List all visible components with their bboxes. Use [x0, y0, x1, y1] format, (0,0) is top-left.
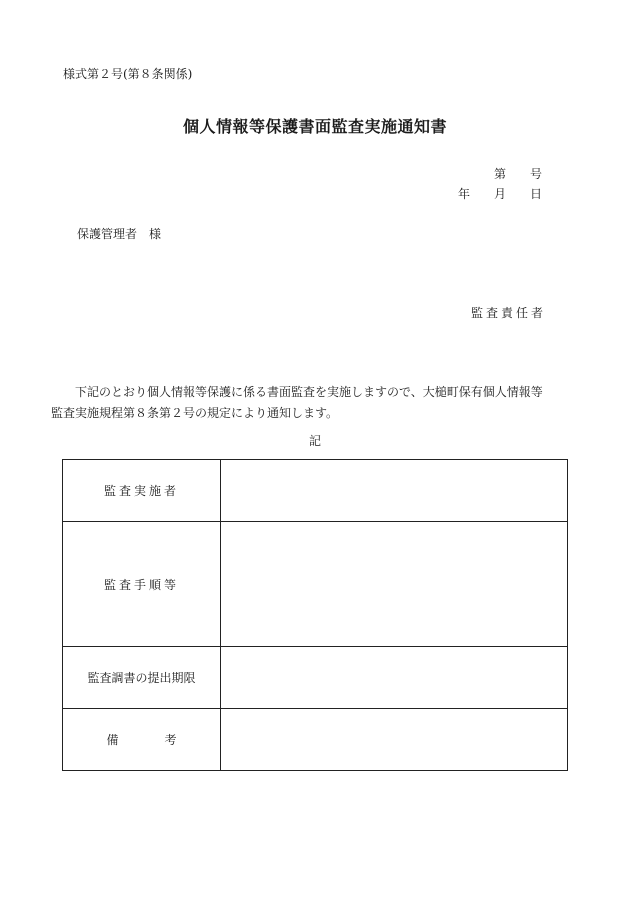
- document-title: 個人情報等保護書面監査実施通知書: [182, 117, 447, 136]
- value-submission-deadline[interactable]: [221, 647, 568, 709]
- ki-marker: 記: [308, 434, 321, 448]
- label-remarks: [63, 709, 221, 771]
- label-submission-deadline: 監査調書の提出期限: [63, 647, 221, 709]
- doc-number-gou: 号: [530, 167, 543, 181]
- table-row: [63, 709, 568, 771]
- recipient: 保護管理者 様: [77, 227, 162, 241]
- body-text: [51, 382, 563, 424]
- body-line-2: 監査実施規程第８条第２号の規定により通知します。: [51, 406, 339, 420]
- table-row: [63, 647, 568, 709]
- value-remarks[interactable]: [221, 709, 568, 771]
- date-year: 年: [458, 187, 471, 201]
- doc-number-dai: 第: [494, 167, 507, 181]
- value-auditor[interactable]: [221, 460, 568, 522]
- table-row: [63, 460, 568, 522]
- date-month: 月: [494, 187, 507, 201]
- document-number: [494, 165, 542, 182]
- body-line-1: 下記のとおり個人情報等保護に係る書面監査を実施しますので、大槌町保有個人情報等: [75, 385, 543, 399]
- table-row: [63, 522, 568, 647]
- label-audit-procedure: 監査手順等: [63, 522, 221, 647]
- document-date: [458, 185, 542, 202]
- remarks-char-1: 備: [106, 733, 119, 747]
- label-auditor: 監査実施者: [63, 460, 221, 522]
- value-audit-procedure[interactable]: [221, 522, 568, 647]
- notice-table: [62, 459, 568, 771]
- sender: 監査責任者: [471, 306, 547, 320]
- remarks-char-2: 考: [164, 733, 177, 747]
- date-day: 日: [530, 187, 543, 201]
- form-number: 様式第２号(第８条関係): [63, 67, 193, 81]
